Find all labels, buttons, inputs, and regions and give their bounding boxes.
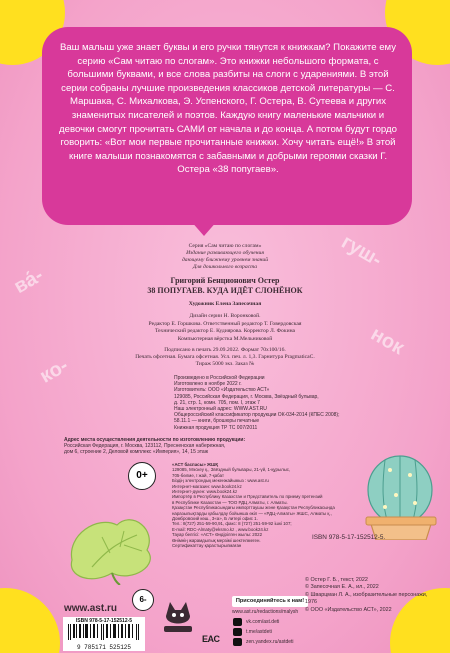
publisher-url[interactable]: www.ast.ru xyxy=(64,603,117,614)
copyright-line: © Шварцман Л. А., изобразительные персонажи, 1976 xyxy=(305,591,428,606)
barcode xyxy=(63,617,145,651)
print-run-line: Тираж 5000 экз. Заказ № xyxy=(195,361,255,367)
legal-line: Российская Федерация, г. Москва, 123112, Пресненская набережная, xyxy=(64,443,226,450)
copyright-line: © ООО «Издательство АСТ», 2022 xyxy=(305,606,392,613)
legal-line: 129085, Российская Федерация, г. Москва, Звёздный бульвар, xyxy=(174,393,319,400)
author-name: Григорий Бенционович Остер xyxy=(170,276,280,285)
legal-line: Тел.: 8(727) 251-59-90,91, факс: 8 (727) 251-59-92 ішкі 107; xyxy=(172,521,292,527)
legal-line: Книжная продукция ТР ТС 007/2011 xyxy=(174,424,258,431)
legal-line: 705-бөлме, I жай, 7-қабат xyxy=(172,472,224,478)
publisher-logo-icon xyxy=(160,594,196,634)
watermark-syllable: гуш- xyxy=(337,230,386,272)
barcode-number: 9 785171 525125 xyxy=(76,644,131,651)
leaf-illustration xyxy=(62,505,162,585)
series-line: Серия «Сам читаю по слогам» xyxy=(188,243,262,249)
legal-line: в Республике Казахстан — ТОО РДЦ Алматы, г. Алматы. xyxy=(172,499,288,505)
eac-mark: EAC xyxy=(202,634,220,644)
legal-heading: Адрес места осуществления деятельности по изготовлению продукции: xyxy=(64,437,246,443)
intro-text: Ваш малыш уже знает буквы и его ручки тянутся к книжкам? Покажите ему серию «Сам читаю по слогам». Это книжки небольшого формата, с большими буквами, и все слова разбиты на слоги с ударениями. В этой серии собраны лучшие произведения классиков детской литературы — С. Маршака, С. Михалкова, Э. Успенского, Г. Остера, В. Сутеева и других знаменитых писателей и поэтов. Каждую книгу маленькие мальчики и девочки смогут прочитать САМИ от начала и до конца. А потом будут гордо говорить: «Вот мои первые прочитанные книжки. Хочу читать ещё!» В этой книге малыши познакомятся с забавными и добрыми героями сказки Г. Остера «38 попугаев». xyxy=(59,42,397,176)
legal-line: «АСТ баспасы» ЖШҚ xyxy=(172,462,219,467)
legal-line: Өнімнің жарамдылық мерзімі шектелмеген. xyxy=(172,537,261,543)
intro-bubble-tail xyxy=(190,220,218,236)
book-title: 38 ПОПУГАЕВ. КУДА ИДЁТ СЛОНЁНОК xyxy=(147,286,303,295)
design-line: Дизайн серии Н. Воронковой. xyxy=(189,313,261,319)
legal-line: Импортёр в Республику Казахстан и Представитель по приему претензий xyxy=(172,494,323,500)
watermark-syllable: ко- xyxy=(36,354,72,388)
illustrator-line: Художник Елена Запесочная xyxy=(188,301,262,307)
social-link-telegram[interactable]: t.me/astdeti xyxy=(246,629,272,635)
legal-line: 129085, Мәскеу қ., Звёздный бульвары, 21-үй, 1-құрылыс, xyxy=(172,467,291,473)
print-line: Печать офсетная. Бумага офсетная. Усл. печ. л. 1,3. Гарнитура PragmaticaC. xyxy=(135,354,315,360)
isbn-right: ISBN 978-5-17-152512-5. xyxy=(312,534,386,541)
age-category-line: Для дошкольного возраста xyxy=(192,264,258,270)
legal-line: Изготовитель: ООО «Издательство АСТ» xyxy=(174,387,270,394)
copyright-line: © Запесочная Е. А., ил., 2022 xyxy=(305,584,379,591)
copyright-line: © Остер Г. Б., текст, 2022 xyxy=(305,577,368,583)
barcode-bars xyxy=(66,624,142,640)
layout-line: Компьютерная вёрстка М.Мельниковой xyxy=(177,336,273,342)
legal-line: наразылықтарды қабылдау бойынша өкіл — «РДЦ-Алматы» ЖШС, Алматы қ., xyxy=(172,510,332,516)
legal-line: Наш электронный адрес: WWW.AST.RU xyxy=(174,406,267,413)
corner-yellow-bottom-left xyxy=(0,588,60,653)
print-line: Подписано в печать 29.09.2022. Формат 70х100/16. xyxy=(164,347,286,353)
legal-line: Домбровский көш., 3«а», Б литері офис 1. xyxy=(172,516,258,522)
legal-block-ru xyxy=(174,375,384,431)
legal-line: Біздің электрондық мекенжайымыз : www.ast.ru xyxy=(172,478,269,484)
legal-line: Общероссийский классификатор продукции ОК-034-2014 (КПЕС 2008); xyxy=(174,412,340,419)
legal-line: Изготовлено в ноябре 2022 г. xyxy=(174,381,242,388)
legal-line: Интернет-магазин: www.book24.kz xyxy=(172,483,242,489)
legal-address-block xyxy=(64,437,364,456)
telegram-icon xyxy=(233,628,242,636)
legal-line: дом 6, строение 2, Деловой комплекс «Империя», 14, 15 этаж xyxy=(64,449,209,456)
editor-line: Редактор Е. Горшкова. Ответственный редактор Т. Говердовская xyxy=(148,321,302,327)
join-us-label: Присоединяйтесь к нам! xyxy=(232,596,308,607)
social-link-vk[interactable]: vk.com/ast.deti xyxy=(246,619,280,625)
legal-line: Интернет-дүкен: www.book24.kz xyxy=(172,489,238,495)
legal-line: д. 21, стр. 1, комн. 705, пом. I, этаж 7 xyxy=(174,399,260,406)
join-url[interactable]: www.ast.ru/redactions/malysh xyxy=(232,609,299,615)
edition-line: дающему ближнему уровнем знаний xyxy=(181,257,269,263)
vk-icon xyxy=(233,618,242,626)
watermark-syllable: нок xyxy=(367,322,408,360)
tech-editor-line: Технический редактор Е. Кудиярова. Корректор Л. Фокина xyxy=(154,328,296,334)
copyright-block xyxy=(305,577,440,614)
legal-line: Сертификаттау қарастырылмаған xyxy=(172,543,242,549)
age-rating-badge: 0+ xyxy=(128,462,156,490)
legal-line: 58.11.1 — книги, брошюры печатные xyxy=(174,418,260,425)
legal-line: Тауар белгісі: «АСТ» Өндірілген жылы: 2022 xyxy=(172,532,263,538)
edition-line: Издание развивающего обучения xyxy=(186,250,264,256)
barcode-isbn: ISBN 978-5-17-152512-5 xyxy=(75,618,133,624)
cactus-illustration xyxy=(360,445,450,540)
watermark-syllable: ва́- xyxy=(10,264,48,299)
social-link-zen[interactable]: zen.yandex.ru/astdeti xyxy=(246,639,294,645)
zen-icon xyxy=(233,638,242,646)
legal-line: E-mail: RDC-Almaty@eksmo.kz , www.book24.kz xyxy=(172,526,269,532)
legal-line: Қазақстан Республикасындағы импорттаушы және Қазақстан Республикасында xyxy=(172,505,335,511)
age-rating-badge-small: 6- xyxy=(132,589,154,611)
legal-line: Произведено в Российской Федерации xyxy=(174,375,265,381)
